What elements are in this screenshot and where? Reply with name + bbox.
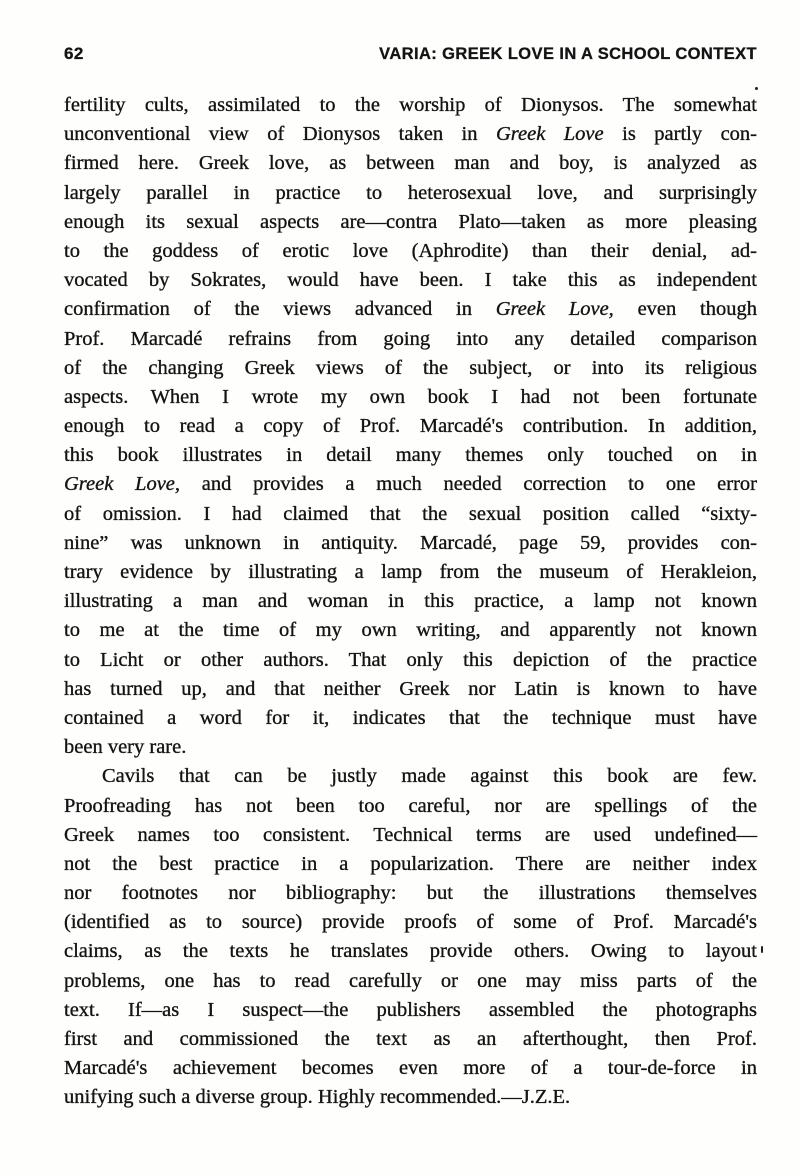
text-segment: trary evidence by illustrating a lamp from the museum of Herakleion, [64,561,757,583]
text-segment: vocated by Sokrates, would have been. I take this as independent [64,269,757,292]
text-line [64,383,757,412]
text-segment: nine” was unknown in antiquity. Marcadé, page 59, provides con- [64,531,757,554]
text-segment: enough to read a copy of Prof. Marcadé's contribution. In addition, [64,415,757,438]
text-line [64,412,757,441]
text-line [64,908,757,937]
text-segment: Greek names too consistent. Technical terms are used undefined— [64,823,757,846]
paragraph [64,762,757,1112]
text-segment: fertility cults, assimilated to the worship of Dionysos. The somewhat [64,94,757,116]
text-segment: and provides a much needed correction to one error [180,473,757,496]
text-line [64,179,757,208]
text-line [64,616,757,645]
text-segment: largely parallel in practice to heterosexual love, and surprisingly [64,181,757,204]
text-line [64,1025,757,1054]
text-segment: first and commissioned the text as an afterthought, then Prof. [64,1028,757,1050]
text-line [64,208,757,237]
text-segment: confirmation of the views advanced in [64,298,496,321]
paragraph [64,91,757,762]
text-segment: is partly con- [603,123,757,146]
text-line [64,149,757,178]
text-segment: this book illustrates in detail many themes only touched on in [64,444,757,467]
text-segment: enough its sexual aspects are—contra Plato—taken as more pleasing [64,210,757,233]
text-segment: of the changing Greek views of the subject, or into its religious [64,356,757,379]
text-line [64,733,757,762]
text-line [64,91,757,120]
text-line [64,325,757,354]
text-segment: nor footnotes nor bibliography: but the illustrations themselves [64,882,757,905]
text-segment: (identified as to source) provide proofs of some of Prof. Marcadé's [64,911,757,934]
text-line [64,996,757,1025]
text-line [64,120,757,149]
text-segment: contained a word for it, indicates that the technique must have [64,706,757,729]
text-line [64,500,757,529]
text-segment: unifying such a diverse group. Highly recommended.—J.Z.E. [64,1086,571,1109]
text-line [64,821,757,850]
text-segment: been very rare. [64,736,187,759]
article-text [64,91,757,1113]
page-number: 62 [64,44,84,63]
text-line [64,646,757,675]
running-title: VARIA: GREEK LOVE IN A SCHOOL CONTEXT [379,45,757,63]
running-head [64,44,757,64]
text-line [64,1054,757,1083]
text-line [64,237,757,266]
text-segment: problems, one has to read carefully or one may miss parts of the [64,969,757,992]
text-segment: to me at the time of my own writing, and apparently not known [64,619,757,642]
text-segment: unconventional view of Dionysos taken in [64,123,496,146]
text-line [64,354,757,383]
text-line [64,295,757,324]
text-segment: Marcadé's achievement becomes even more of a tour-de-force in [64,1057,757,1080]
text-segment: firmed here. Greek love, as between man and boy, is analyzed as [64,152,757,175]
italic-text-segment: Greek Love, [495,298,614,321]
italic-text-segment: Greek Love [495,123,604,146]
text-segment: even though [613,298,757,321]
text-line [64,762,757,791]
text-segment: to Licht or other authors. That only this depiction of the practice [64,648,757,671]
text-segment: not the best practice in a popularization. There are neither index [64,852,757,875]
italic-text-segment: Greek Love, [64,473,181,496]
text-line [64,704,757,733]
text-segment: to the goddess of erotic love (Aphrodite) than their denial, ad- [64,239,757,262]
text-segment: aspects. When I wrote my own book I had not been fortunate [64,385,757,408]
text-segment: Cavils that can be justly made against this book are few. [102,765,757,788]
text-line [64,266,757,295]
text-segment: claims, as the texts he translates provide others. Owing to layout [64,940,757,963]
text-line [64,850,757,879]
text-segment: of omission. I had claimed that the sexual position called “sixty- [64,502,757,525]
text-line [64,792,757,821]
text-segment: Prof. Marcadé refrains from going into any detailed comparison [64,327,757,350]
text-line [64,441,757,470]
text-line [64,558,757,587]
scan-artifact-dot [755,87,758,90]
text-line [64,879,757,908]
text-line [64,587,757,616]
text-segment: text. If—as I suspect—the publishers assembled the photographs [64,998,757,1021]
text-line [64,675,757,704]
text-line [64,1083,757,1112]
text-line [64,470,757,499]
text-line [64,937,757,966]
text-line [64,529,757,558]
text-segment: has turned up, and that neither Greek nor Latin is known to have [64,677,757,700]
scan-artifact-tick [761,946,763,953]
text-segment: illustrating a man and woman in this practice, a lamp not known [64,590,757,613]
text-line [64,967,757,996]
text-segment: Proofreading has not been too careful, nor are spellings of the [64,794,757,817]
